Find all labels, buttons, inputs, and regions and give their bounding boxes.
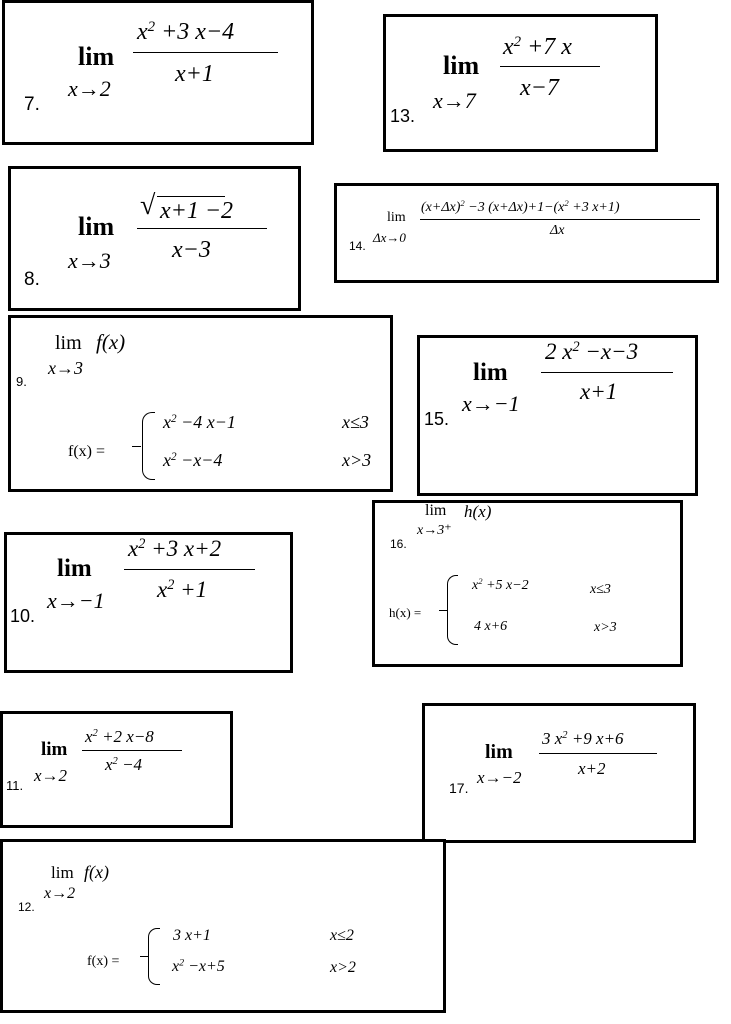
problem-8-lim: lim — [78, 212, 115, 241]
problem-12-function-label: f(x) = — [87, 954, 120, 969]
problem-16-case-2: 4 x+6 — [474, 619, 508, 634]
problem-10-fraction-bar — [124, 569, 255, 570]
problem-14-number: 14. — [349, 239, 366, 253]
problem-17-lim: lim — [485, 741, 513, 763]
problem-8-denominator: x−3 — [172, 237, 211, 263]
problem-13-lim: lim — [443, 51, 480, 80]
problem-12-condition-1: x≤2 — [330, 927, 354, 944]
problem-8-subscript: x→3 — [68, 248, 111, 273]
problem-17-denominator: x+2 — [578, 759, 606, 778]
problem-16-condition-2: x>3 — [594, 620, 617, 635]
problem-16-condition-1: x≤3 — [590, 582, 611, 597]
problem-15-fraction-bar — [541, 372, 673, 373]
problem-11-number: 11. — [6, 778, 24, 793]
problem-9-condition-1: x≤3 — [342, 412, 369, 432]
problem-12-case-1: 3 x+1 — [173, 927, 211, 944]
problem-14-numerator: $(x+\Delta x)^2 -3$ $(x+\Delta x)+1-(x^2 +3$ x+1) — [421, 198, 620, 215]
problem-7-lim: lim — [78, 42, 115, 71]
problem-13-subscript: x→7 — [433, 88, 476, 113]
problem-14-lim: lim — [387, 210, 406, 225]
problem-16-case-1: $x^2 +5$ x−2 — [472, 576, 529, 593]
problem-7-fraction-bar — [133, 52, 278, 53]
problem-8-sqrt-sign: √ — [140, 190, 156, 221]
problem-10-number: 10. — [10, 606, 36, 626]
problem-17-number: 17. — [449, 780, 469, 796]
problem-10-denominator: $x^2 +1$ — [157, 577, 208, 602]
problem-16-brace — [447, 575, 458, 645]
problem-14-subscript: Δx→0 — [373, 230, 406, 245]
problem-16-brace-tip — [439, 610, 448, 611]
problem-9-brace — [142, 412, 155, 480]
problem-8-box — [8, 166, 301, 311]
problem-12-condition-2: x>2 — [330, 959, 356, 976]
problem-16-function-label: h(x) = — [389, 605, 422, 620]
problem-9-case-1: $x^2 -4$ x−1 — [163, 412, 236, 432]
problem-15-number: 15. — [424, 409, 450, 429]
problem-9-condition-2: x>3 — [342, 450, 372, 470]
problem-8-radical-bar — [157, 196, 225, 197]
problem-11-subscript: x→2 — [34, 766, 68, 785]
problem-15-subscript: x→−1 — [462, 391, 520, 416]
problem-14-denominator: Δx — [550, 223, 565, 238]
problem-9-brace-tip — [132, 446, 141, 447]
problem-16-subscript: x→3⁺ — [417, 523, 452, 538]
problem-7-subscript: x→2 — [68, 76, 111, 101]
problem-16-lim: lim — [425, 502, 447, 519]
problem-11-fraction-bar — [82, 750, 182, 751]
problem-11-numerator: $x^2 +2$ x−8 — [85, 727, 154, 746]
problem-12-lim-function: f(x) — [84, 862, 109, 882]
problem-9-case-2: $x^2 -x-4$ — [163, 450, 223, 470]
problem-17-fraction-bar — [539, 753, 657, 754]
problem-12-subscript: x→2 — [44, 885, 76, 902]
problem-16-lim-function: h(x) — [464, 502, 492, 521]
problem-15-numerator: 2 $x^2 -x-3$ — [545, 339, 639, 364]
problem-8-fraction-bar — [137, 228, 267, 229]
problem-8-numerator: x+1 −2 — [160, 198, 234, 224]
problem-13-number: 13. — [390, 106, 416, 126]
problem-9-subscript: x→3 — [48, 358, 83, 378]
problem-15-lim: lim — [473, 359, 508, 386]
problem-7-number: 7. — [24, 94, 40, 115]
problem-13-denominator: x−7 — [520, 75, 559, 101]
problem-12-brace — [148, 928, 160, 985]
problem-7-numerator: $x^2 +3$ x−4 — [137, 18, 235, 45]
problem-12-brace-tip — [140, 956, 149, 957]
problem-11-lim: lim — [41, 739, 68, 760]
problem-12-number: 12. — [18, 900, 35, 914]
problem-17-subscript: x→−2 — [477, 768, 522, 787]
problem-10-numerator: $x^2 +3$ x+2 — [128, 536, 222, 561]
problem-11-denominator: $x^2 -4$ — [105, 755, 143, 774]
problem-15-denominator: x+1 — [580, 379, 618, 404]
problem-17-numerator: 3 $x^2 +9$ x+6 — [542, 729, 624, 748]
problem-10-lim: lim — [57, 555, 92, 582]
problem-9-lim: lim — [55, 332, 82, 354]
problem-13-fraction-bar — [500, 66, 600, 67]
problem-9-lim-function: f(x) — [96, 330, 126, 354]
problem-7-denominator: x+1 — [175, 61, 214, 87]
problem-8-number: 8. — [24, 269, 40, 290]
problem-12-case-2: $x^2 -x+5$ — [172, 957, 225, 975]
problem-10-subscript: x→−1 — [47, 588, 105, 613]
problem-9-function-label: f(x) = — [68, 443, 106, 460]
problem-16-number: 16. — [390, 537, 407, 551]
problem-13-numerator: $x^2 +7$ x — [503, 33, 572, 60]
problem-14-fraction-bar — [420, 219, 700, 220]
problem-17-box — [422, 703, 696, 843]
problem-9-number: 9. — [16, 374, 27, 389]
problem-12-lim: lim — [51, 863, 74, 882]
